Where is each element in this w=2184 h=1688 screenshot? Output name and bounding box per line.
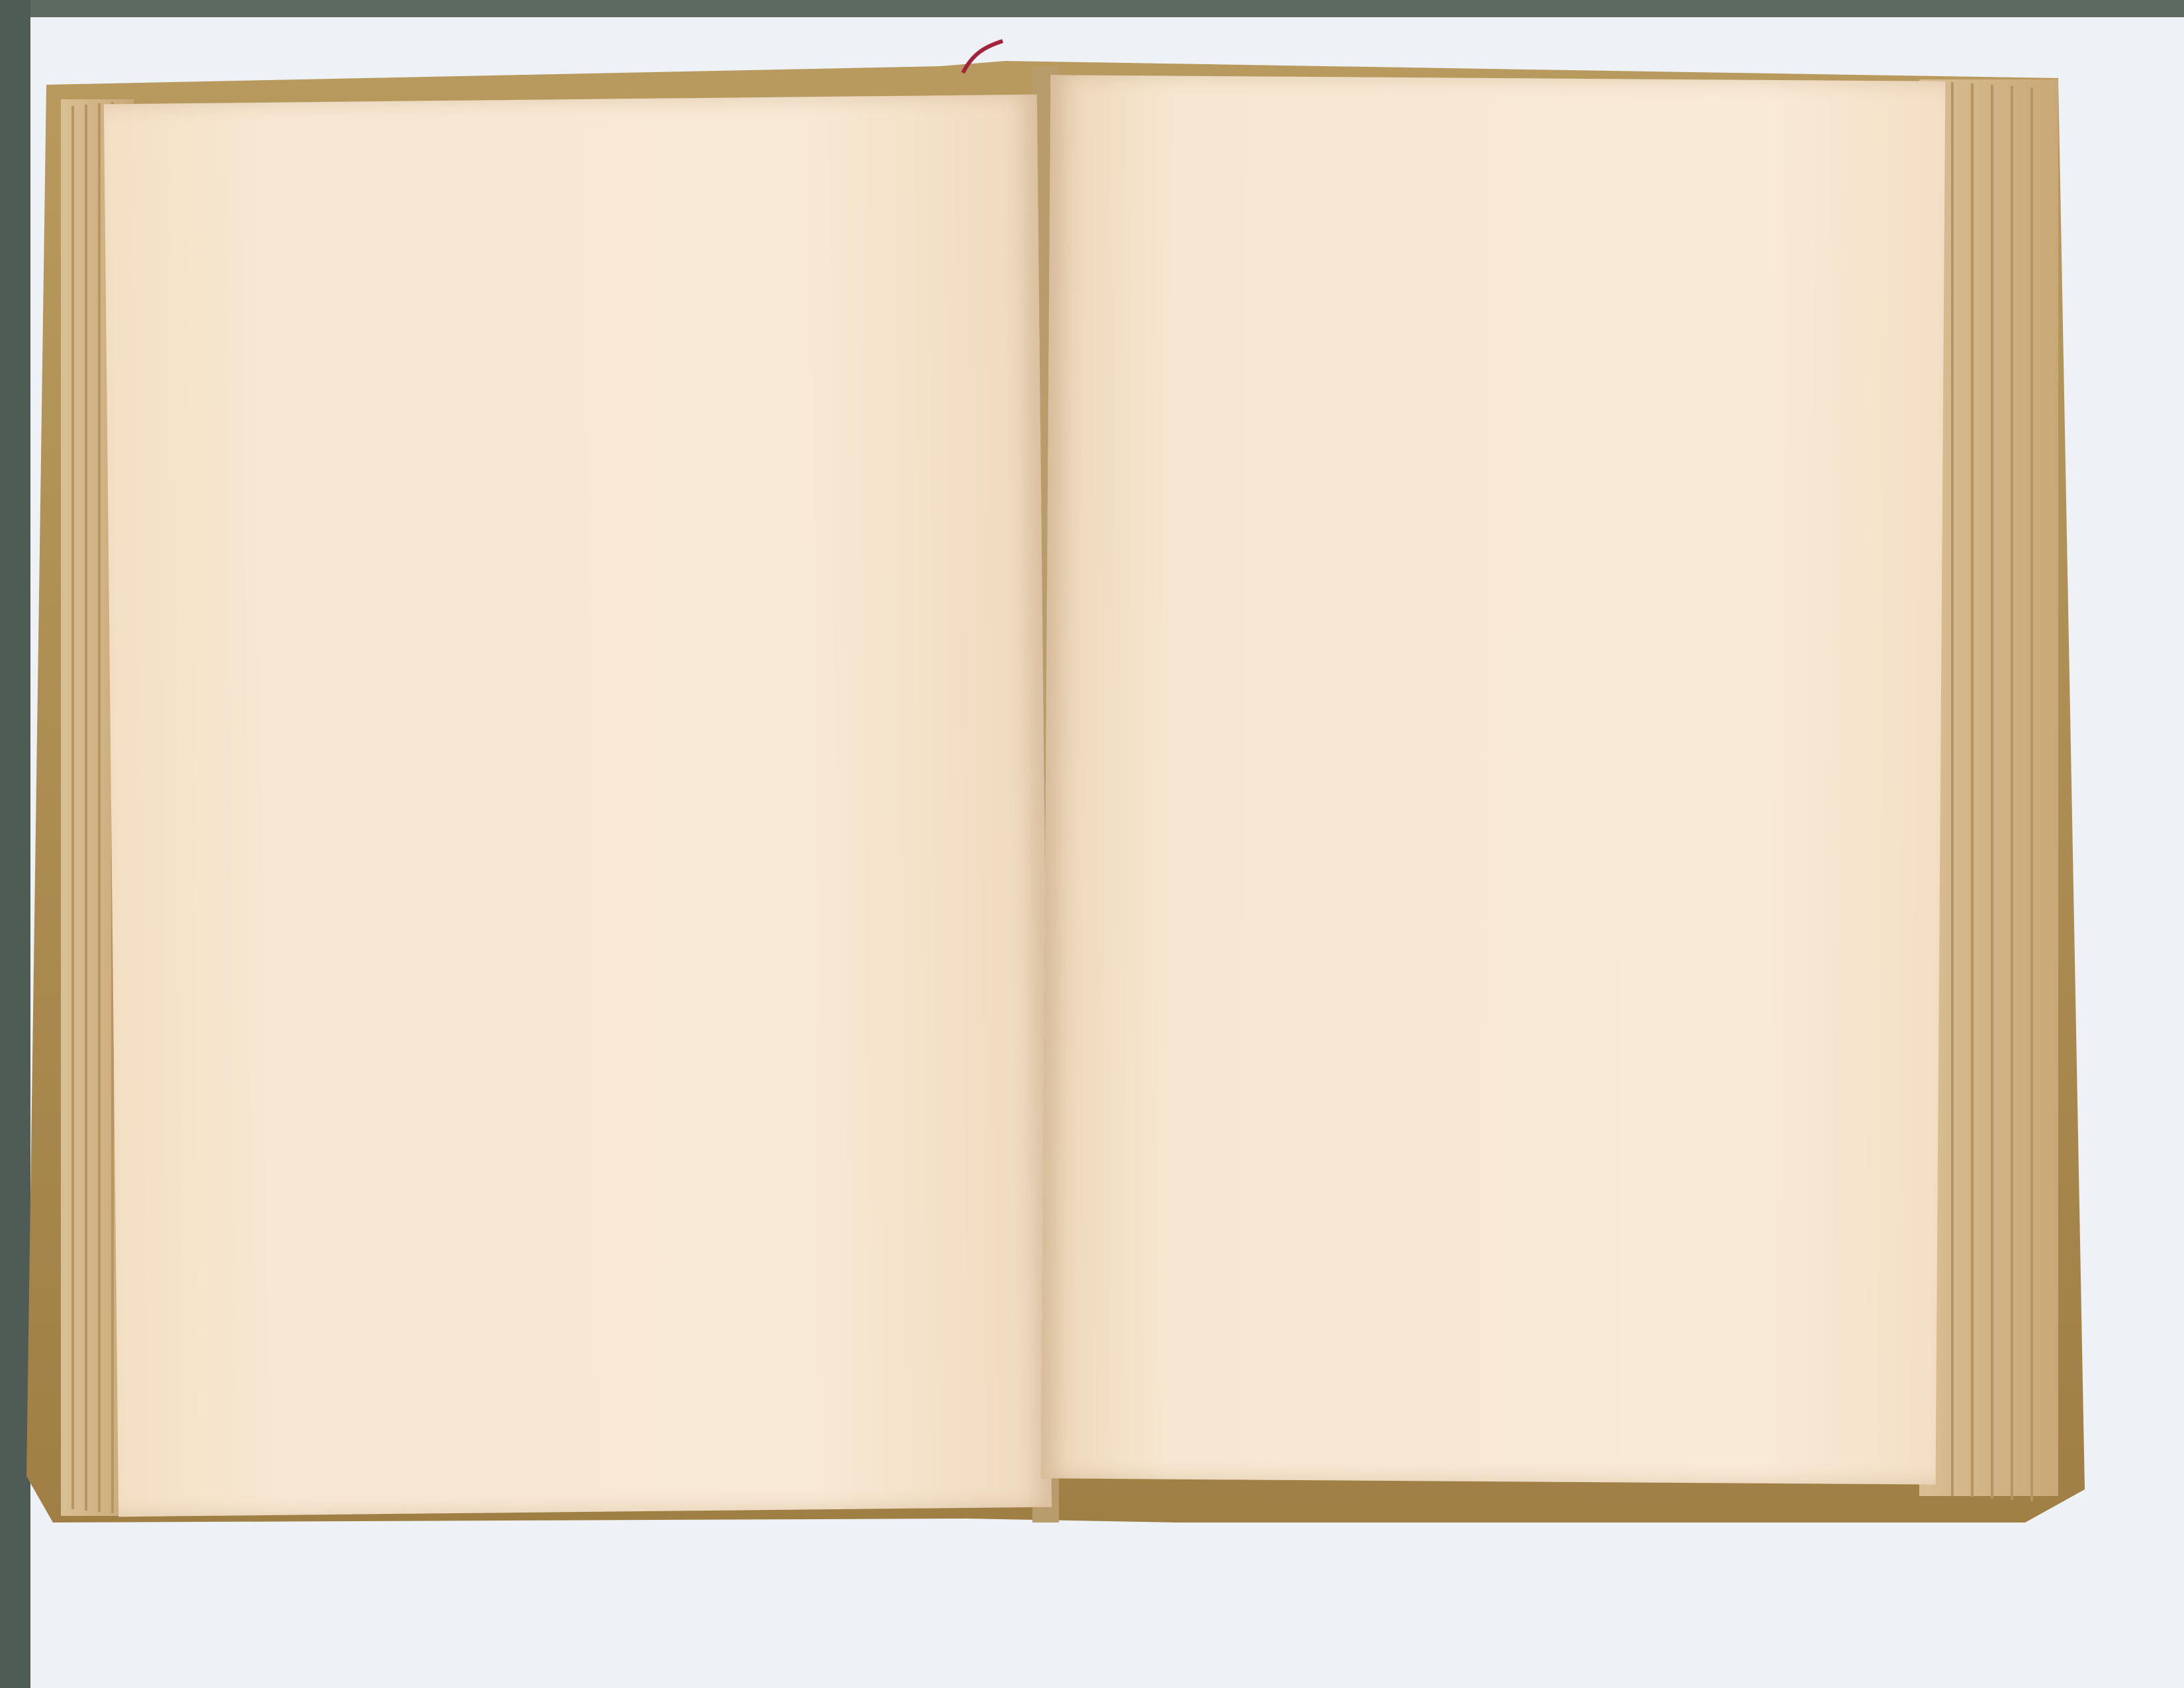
text-line [1068, 1277, 1809, 1323]
text-line [244, 811, 1078, 860]
text-line [1070, 1035, 1811, 1080]
left-page [104, 95, 1052, 1517]
text-line [1073, 550, 1815, 596]
text-line [244, 855, 762, 900]
text-line [249, 1309, 1083, 1358]
text-line [1069, 1237, 1810, 1282]
text-line [1074, 469, 1815, 515]
text-line [1069, 1075, 1811, 1121]
text-line [1075, 308, 1817, 353]
text-line [1073, 671, 1814, 717]
text-line [1073, 631, 1814, 677]
text-line [1075, 389, 1816, 434]
text-line [1071, 792, 1813, 838]
text-line [1075, 348, 1816, 394]
right-page [1041, 75, 1946, 1484]
text-line [1073, 510, 1815, 555]
text-line [1074, 429, 1815, 475]
top-scanner-edge [30, 0, 2184, 17]
text-line [1072, 752, 1813, 798]
text-line [1071, 873, 1813, 919]
left-page-body-text [238, 286, 1083, 1358]
left-scanner-edge [0, 0, 30, 1688]
text-line [1072, 712, 1813, 757]
text-line [1073, 590, 1815, 636]
text-line [1069, 1115, 1811, 1161]
text-line [1069, 1196, 1810, 1242]
text-line [1071, 914, 1812, 959]
text-line [1071, 954, 1812, 1000]
text-line [1070, 994, 1811, 1040]
text-line [247, 1097, 764, 1143]
text-line [1069, 1156, 1811, 1201]
text-line [246, 1053, 1081, 1102]
right-page-body-text [1068, 267, 1817, 1323]
text-line [1075, 267, 1817, 313]
text-line [1071, 833, 1813, 878]
